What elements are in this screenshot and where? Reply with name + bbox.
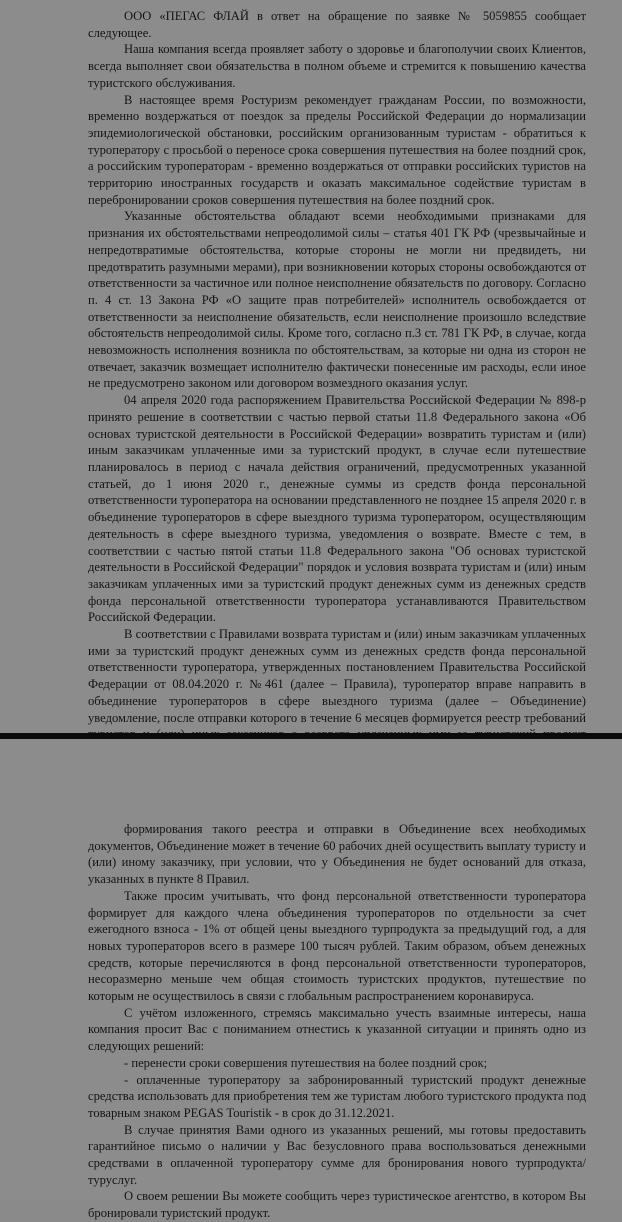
paragraph-care: Наша компания всегда проявляет заботу о здоровье и благополучии своих Клиентов, всегда выполняет свои обязательства в полном объеме и стремится к повышению качества туристского обслуживания. — [88, 42, 586, 90]
paragraph-force-majeure: Указанные обстоятельства обладают всеми необходимыми признаками для признания их обстоятельствами непреодолимой силы – статья 401 ГК РФ (чрезвычайные и непредотвратимые обстоятельства, которые стороны не могли ни предвидеть, ни предотвратить разумными мерами), при возникновении которых стороны освобождаются от ответственности за частичное или полное неисполнение обязательств по договору. Согласно п. 4 ст. 13 Закона РФ «О защите прав потребителей» исполнитель освобождается от ответственности за неисполнение обязательств, если неисполнение произошло вследствие обстоятельств непреодолимой силы. Кроме того, согласно п.3 ст. 781 ГК РФ, в случае, когда невозможность исполнения возникла по обстоятельствам, за которые ни одна из сторон не отвечает, заказчик возмещает исполнителю фактически понесенные им расходы, если иное не предусмотрено законом или договором возмездного оказания услуг. — [88, 209, 586, 391]
paragraph-registry: формирования такого реестра и отправки в Объединение всех необходимых документов, Объединение может в течение 60 рабочих дней осуществить выплату туристу и (или) иному заказчику, при условии, что у Объединения не будет оснований для отказа, указанных в пункте 8 Правил. — [88, 822, 586, 887]
paragraph-rosturizm: В настоящее время Ростуризм рекомендует гражданам России, по возможности, временно воздержаться от поездок за пределы Российской Федерации до нормализации эпидемиологической обстановки, российским организованным туристам - обратиться к туроператору с просьбой о переносе срока совершения путешествия на более поздний срок, а российским туроператорам - временно воздержаться от отправки российских туристов на территорию иностранных государств и оказать максимальное содействие туристам в перебронировании сроков совершения путешествия на более поздний срок. — [88, 92, 586, 207]
document-page-2 — [0, 739, 622, 1221]
page-1-text — [88, 8, 586, 760]
paragraph-fund: Также просим учитывать, что фонд персональной ответственности туроператора формирует для каждого члена объединения туроператоров по отдельности за счет ежегодного взноса - 1% от общей цены выездного турпродукта за предыдущий год, а для новых туроператоров всего в размере 100 тысяч рублей. Таким образом, объем денежных средств, которые перечисляются в фонд персональной ответственности туроператоров, несоразмерно меньше чем общая стоимость туристских продуктов, путешествие по которым не осуществилось в связи с глобальным распространением коронавируса. — [88, 888, 586, 1004]
paragraph-intro: ООО «ПЕГАС ФЛАЙ в ответ на обращение по заявке № 5059855 сообщает следующее. — [88, 9, 586, 40]
paragraph-request: С учётом изложенного, стремясь максимально учесть взаимные интересы, наша компания просит Вас с пониманием отнестись к указанной ситуации и принять одно из следующих решений: — [88, 1005, 586, 1054]
list-item-postpone: - перенести сроки совершения путешествия на более поздний срок; — [124, 1055, 488, 1070]
paragraph-government-order: 04 апреля 2020 года распоряжением Правительства Российской Федерации № 898-р принято решение в соответствии с частью первой статьи 11.8 Федерального закона «Об основах туристской деятельности в Российской Федерации» возвратить туристам и (или) иным заказчикам уплаченные ими за туристский продукт, в случае если путешествие планировалось в период с начала действия ограничений, предусмотренных указанной статьей, до 1 июня 2020 г., денежные суммы из средств фонда персональной ответственности туроператора на основании представленного не позднее 15 апреля 2020 г. в объединение туроператоров в сфере выездного туризма туроператором, осуществляющим деятельность в сфере выездного туризма, уведомления о возврате. Вместе с тем, в соответствии с частью пятой статьи 11.8 Федерального закона "Об основах туристской деятельности в Российской Федерации" порядок и условия возврата туристам и (или) иным заказчикам уплаченных ими за туристский продукт денежных сумм из денежных средств фонда персональной ответственности туроператора устанавливаются Правительством Российской Федерации. — [88, 393, 586, 625]
list-item-reuse-funds: - оплаченные туроператору за забронированный туристский продукт денежные средства использовать для приобретения тем же туристам любого туристского продукта под товарным знаком PEGAS Touristik - в срок до 31.12.2021. — [88, 1072, 586, 1120]
page-2-text — [88, 821, 586, 1222]
paragraph-decision: О своем решении Вы можете сообщить через туристическое агентство, в котором Вы бронировали туристский продукт. — [88, 1189, 586, 1221]
paragraph-refund-rules: В соответствии с Правилами возврата туристам и (или) иным заказчикам уплаченных ими за туристский продукт денежных сумм из денежных средств фонда персональной ответственности туроператора, утвержденных постановлением Правительства Российской Федерации от 08.04.2020 г. №461 (далее – Правила), туроператор вправе направить в объединение туроператоров в сфере выездного туризма (далее – Объединение) уведомление, после отправки которого в течение 6 месяцев формируется реестр требований — [88, 627, 586, 725]
paragraph-guarantee-letter: В случае принятия Вами одного из указанных решений, мы готовы предоставить гарантийное письмо о наличии у Вас безусловного права воспользоваться денежными средствами в оплаченной туроператору сумме для бронирования нового турпродукта/туруслуг. — [88, 1122, 586, 1187]
